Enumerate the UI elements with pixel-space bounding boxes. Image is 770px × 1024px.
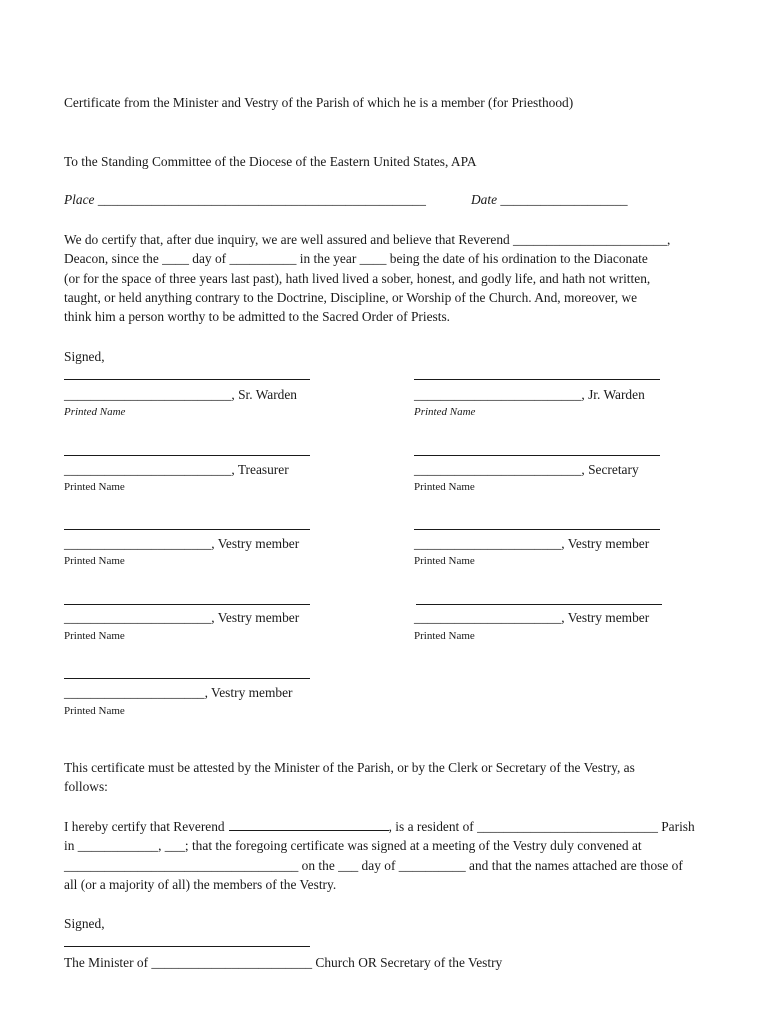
- secretary-name-field[interactable]: _________________________, Secretary: [414, 462, 639, 477]
- attest-line-1: This certificate must be attested by the Minister of the Parish, or by the Clerk or Secretary of the Vestry, as: [64, 760, 635, 775]
- treasurer-name-field[interactable]: _________________________, Treasurer: [64, 462, 289, 477]
- signature-line-vestry-5[interactable]: [64, 678, 310, 679]
- vestry-member-5-field[interactable]: _____________________, Vestry member: [64, 685, 293, 700]
- certify-line-1: We do certify that, after due inquiry, we are well assured and believe that Reverend _______________________,: [64, 232, 671, 247]
- addressee-line: To the Standing Committee of the Diocese of the Eastern United States, APA: [64, 154, 477, 169]
- printed-name-label: Printed Name: [64, 481, 125, 493]
- certify-line-3: (or for the space of three years last past), hath lived lived a sober, honest, and godly life, and hath not written,: [64, 271, 651, 286]
- printed-name-label: Printed Name: [64, 406, 126, 418]
- signature-line-vestry-1[interactable]: [64, 529, 310, 530]
- certify-line-5: think him a person worthy to be admitted to the Sacred Order of Priests.: [64, 309, 451, 324]
- minister-signature-line[interactable]: [64, 946, 310, 947]
- reverend-name-field[interactable]: [229, 817, 389, 831]
- hereby-line-4: all (or a majority of all) the members of the Vestry.: [64, 877, 337, 892]
- signature-line-sr-warden[interactable]: [64, 379, 310, 380]
- date-field[interactable]: Date ___________________: [471, 192, 628, 207]
- hereby-line-1-start: I hereby certify that Reverend: [64, 819, 225, 834]
- certify-line-2: Deacon, since the ____ day of __________ in the year ____ being the date of his ordination to the Diaconate: [64, 251, 648, 266]
- printed-name-label: Printed Name: [414, 555, 475, 567]
- signed-label-2: Signed,: [64, 916, 105, 931]
- sr-warden-name-field[interactable]: _________________________, Sr. Warden: [64, 387, 298, 402]
- hereby-line-3: ___________________________________ on the ___ day of __________ and that the names attached are those of: [64, 858, 683, 873]
- signature-line-treasurer[interactable]: [64, 455, 310, 456]
- vestry-member-3-field[interactable]: ______________________, Vestry member: [64, 610, 300, 625]
- minister-line[interactable]: The Minister of ________________________ Church OR Secretary of the Vestry: [64, 955, 503, 970]
- signed-label: Signed,: [64, 349, 105, 364]
- signature-line-vestry-2[interactable]: [414, 529, 660, 530]
- attest-line-2: follows:: [64, 779, 108, 794]
- hereby-line-1: [64, 817, 695, 836]
- vestry-member-1-field[interactable]: ______________________, Vestry member: [64, 536, 300, 551]
- printed-name-label: Printed Name: [414, 481, 475, 493]
- printed-name-label: Printed Name: [64, 555, 125, 567]
- signature-line-secretary[interactable]: [414, 455, 660, 456]
- signature-line-vestry-4[interactable]: [416, 604, 662, 605]
- printed-name-label: Printed Name: [64, 705, 125, 717]
- vestry-member-4-field[interactable]: ______________________, Vestry member: [414, 610, 650, 625]
- place-field[interactable]: Place _________________________________________________: [64, 192, 426, 207]
- printed-name-label: Printed Name: [64, 630, 125, 642]
- jr-warden-name-field[interactable]: _________________________, Jr. Warden: [414, 387, 645, 402]
- signature-line-vestry-3[interactable]: [64, 604, 310, 605]
- signature-line-jr-warden[interactable]: [414, 379, 660, 380]
- certificate-title: Certificate from the Minister and Vestry of the Parish of which he is a member (for Priesthood): [64, 95, 574, 110]
- certify-line-4: taught, or held anything contrary to the Doctrine, Discipline, or Worship of the Church. And, moreover, we: [64, 290, 638, 305]
- hereby-line-1-end: , is a resident of ___________________________ Parish: [388, 819, 695, 834]
- printed-name-label: Printed Name: [414, 630, 475, 642]
- vestry-member-2-field[interactable]: ______________________, Vestry member: [414, 536, 650, 551]
- printed-name-label: Printed Name: [414, 406, 476, 418]
- hereby-line-2: in ____________, ___; that the foregoing certificate was signed at a meeting of the Vestry duly convened at: [64, 838, 642, 853]
